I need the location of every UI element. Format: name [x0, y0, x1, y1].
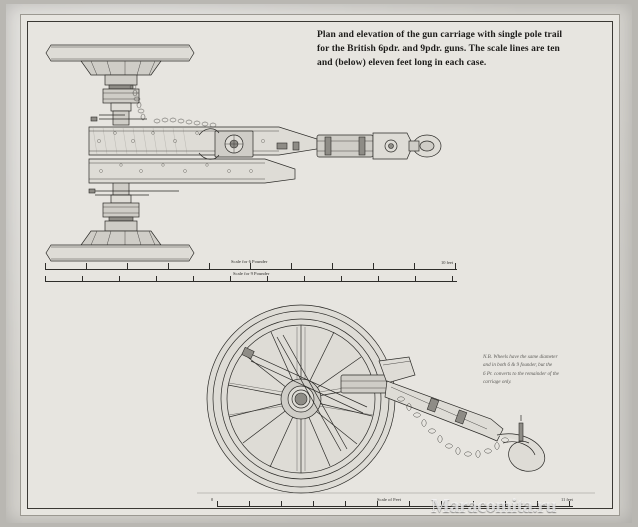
paper-sheet — [20, 14, 620, 516]
watermark-text: Maracomita.ru — [431, 495, 557, 516]
illustration-plate — [6, 4, 632, 523]
wheel-note-block — [483, 353, 611, 386]
elevation-scale-right-num: 11 feet — [561, 497, 573, 502]
caption-line-3: and (below) eleven feet long in each case. — [317, 57, 487, 68]
plan-view-drawing — [29, 23, 449, 263]
elevation-scale-label: Scale of Feet — [377, 497, 401, 502]
plan-scale-ticks-2 — [45, 276, 457, 282]
note-line-3: 6 Pr. converts to the remainder of the — [483, 370, 559, 377]
watermark — [431, 495, 556, 516]
caption-line-1: Plan and elevation of the gun carriage with single pole trail — [317, 30, 563, 40]
caption-line-2: for the British 6pdr. and 9pdr. guns. The scale lines are ten — [317, 43, 560, 54]
plan-scale-line-1 — [45, 269, 457, 270]
note-line-1: N.B. Wheels have the same diameter — [483, 354, 558, 360]
note-line-4: carriage only. — [483, 378, 512, 385]
plan-scale-label-2: Scale for 9 Pounder — [233, 271, 270, 276]
note-line-2: and in both 6 & 9 founder, but the — [483, 362, 553, 369]
plan-scale-group — [45, 259, 475, 285]
plan-scale-label-1: Scale for 6 Pounder — [231, 259, 268, 264]
elevation-scale-left-num: 0 — [211, 497, 214, 502]
plan-scale-end-1: 10 feet — [441, 260, 454, 265]
elevation-view-drawing — [191, 303, 601, 499]
